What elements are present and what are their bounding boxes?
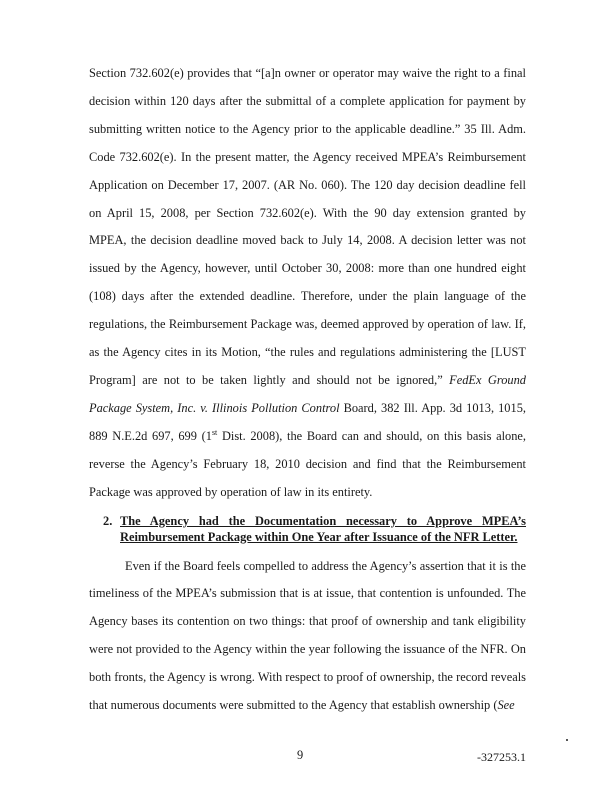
paragraph-timeliness	[89, 553, 526, 720]
paragraph-1-part-1: Section 732.602(e) provides that “[a]n owner or operator may waive the right to a final decision within 120 days after the submittal of a complete application for payment by submitting written notice to the Agency prior to the applicable deadline.” 35 Ill. Adm. Code 732.602(e). In the present matter, the Agency received MPEA’s Reimbursement Application on December 17, 2007. (AR No. 060). The 120 day decision deadline fell on April 15, 2008, per Section 732.602(e). With the 90 day extension granted by MPEA, the decision deadline moved back to July 14, 2008. A decision letter was not issued by the Agency, however, until October 30, 2008: more than one hundred eight (108) days after the extended deadline. Therefore, under the plain language of the regulations, the Reimbursement Package was, deemed approved by operation of law. If, as the Agency cites in its Motion, “the rules and regulations administering the [LUST Program] are not to be taken lightly and should not be ignored,”	[89, 66, 526, 387]
ordinal-superscript: st	[211, 427, 218, 437]
heading-line-2: Reimbursement Package within One Year after Issuance of the NFR Letter.	[120, 529, 518, 544]
heading-number: 2.	[103, 513, 113, 528]
heading-line-1: The Agency had the Documentation necessary to Approve MPEA’s	[120, 513, 526, 528]
paragraph-section-732-602	[89, 60, 526, 507]
paragraph-2-part-1: Even if the Board feels compelled to address the Agency’s assertion that it is the timeliness of the MPEA’s submission that is at issue, that contention is unfounded. The Agency bases its contention on two things: that proof of ownership and tank eligibility were not provided to the Agency within the year following the issuance of the NFR. On both fronts, the Agency is wrong. With respect to proof of ownership, the record reveals that numerous documents were submitted to the Agency that establish ownership (	[89, 558, 526, 713]
body-text	[89, 60, 526, 720]
scan-speck	[566, 739, 568, 741]
document-id: -327253.1	[477, 750, 526, 764]
section-heading	[89, 513, 526, 545]
case-citation-name: FedEx Ground Package System, Inc. v. Illinois Pollution Control	[89, 372, 526, 415]
paragraph-1-part-3: Dist. 2008), the Board can and should, on this basis alone, reverse the Agency’s February 18, 2010 decision and find that the Reimbursement Package was approved by operation of law in its entirety.	[89, 428, 526, 499]
page-number: 9	[297, 748, 304, 762]
paragraph-1-part-2: Board, 382 Ill. App. 3d 1013, 1015, 889 N.E.2d 697, 699 (1	[89, 400, 526, 443]
see-signal: See	[497, 698, 515, 713]
